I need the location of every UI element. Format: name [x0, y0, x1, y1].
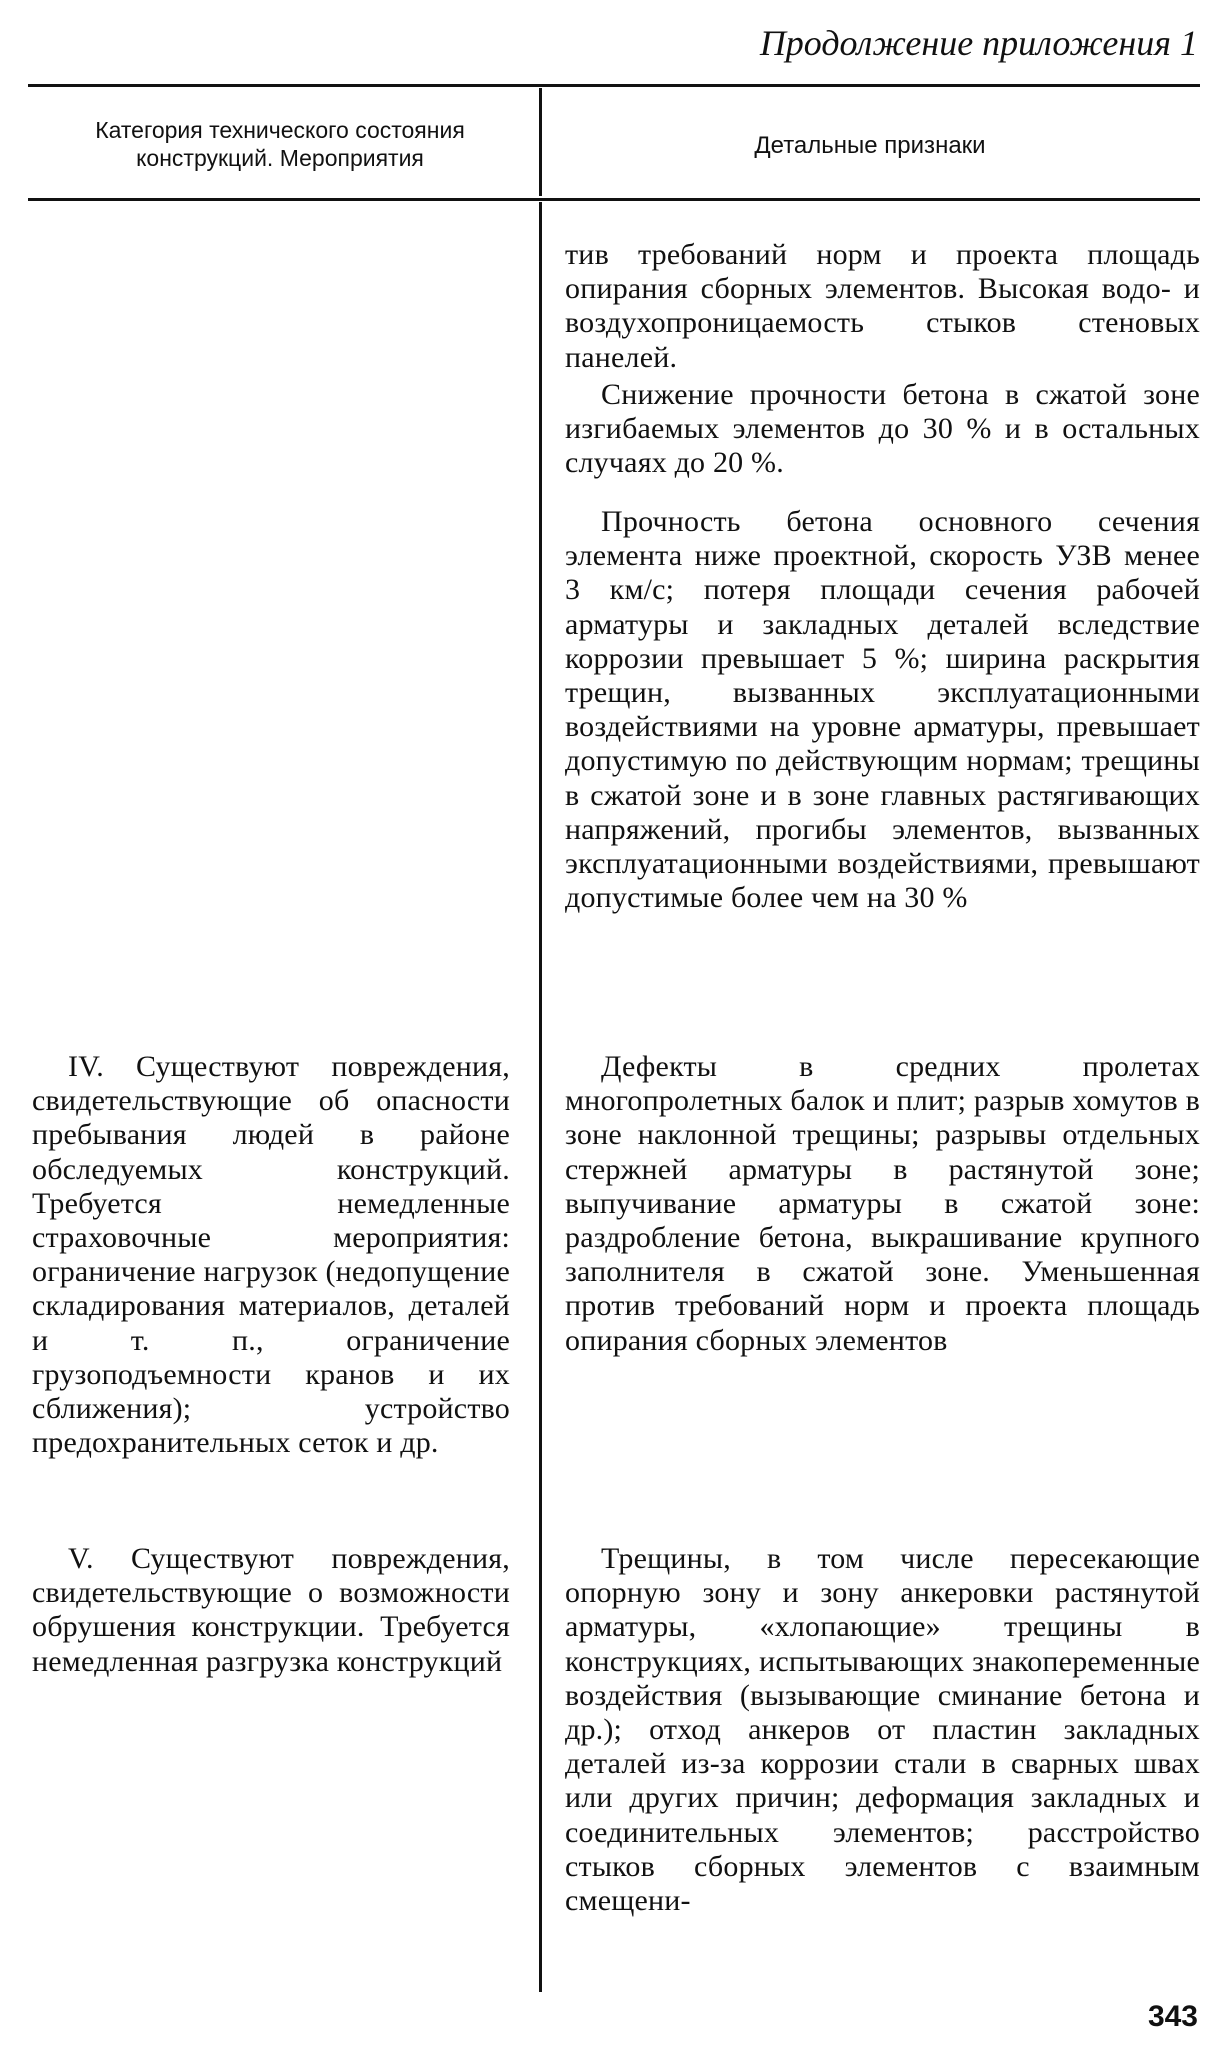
details-paragraph-5: Трещины, в том числе пересекающие опорную зону и зону анкеровки растянутой арматуры, «хлопающие» трещины в конструкциях, испытывающих знакопеременные воздействия (вызывающие сминание бетона и др.); отход анкеров от пластин закладных деталей из-за коррозии стали в сварных швах или других причин; деформация закладных и соединительных элементов; расстройство стыков сборных элементов с взаимным смещени- [565, 1542, 1200, 1918]
table-header-bottom-rule [28, 198, 1200, 201]
details-paragraph-4: Дефекты в средних пролетах многопролетных балок и плит; разрыв хомутов в зоне наклонной трещины; разрывы отдельных стержней арматуры в растянутой зоне; выпучивание арматуры в сжатой зоне: раздробление бетона, выкрашивание крупного заполнителя в сжатой зоне. Уменьшенная против требований норм и проекта площадь опирания сборных элементов [565, 1050, 1200, 1357]
page-number: 343 [1147, 2000, 1198, 2033]
details-paragraph-2: Снижение прочности бетона в сжатой зоне изгибаемых элементов до 30 % и в остальных случаях до 20 %. [565, 378, 1200, 480]
details-paragraph-1: тив требований норм и проекта площадь опирания сборных элементов. Высокая водо- и воздухопроницаемость стыков стеновых панелей. [565, 238, 1200, 374]
body-column-divider [539, 202, 542, 1992]
header-column-divider [539, 88, 542, 196]
table-top-rule [28, 84, 1200, 87]
running-head: Продолжение приложения 1 [759, 23, 1198, 63]
details-paragraph-3: Прочность бетона основного сечения элемента ниже проектной, скорость УЗВ менее 3 км/с; потеря площади сечения рабочей арматуры и закладных деталей вследствие коррозии превышает 5 %; ширина раскрытия трещин, вызванных эксплуатационными воздействиями на уровне арматуры, превышает допустимую по действующим нормам; трещины в сжатой зоне и в зоне главных растягивающих напряжений, прогибы элементов, вызванных эксплуатационными воздействиями, превышают допустимые более чем на 30 % [565, 505, 1200, 915]
column-header-details: Детальные признаки [754, 132, 986, 159]
category-iv-text: IV. Существуют повреждения, свидетельствующие об опасности пребывания людей в районе обследуемых конструкций. Требуется немедленные страховочные мероприятия: ограничение нагрузок (недопущение складирования материалов, деталей и т. п., ограничение грузоподъемности кранов и их сближения); устройство предохранительных сеток и др. [32, 1050, 510, 1460]
category-v-text: V. Существуют повреждения, свидетельствующие о возможности обрушения конструкции. Требуется немедленная разгрузка конструкций [32, 1542, 510, 1678]
column-header-category: Категория технического состояния конструкций. Мероприятия [95, 117, 465, 171]
